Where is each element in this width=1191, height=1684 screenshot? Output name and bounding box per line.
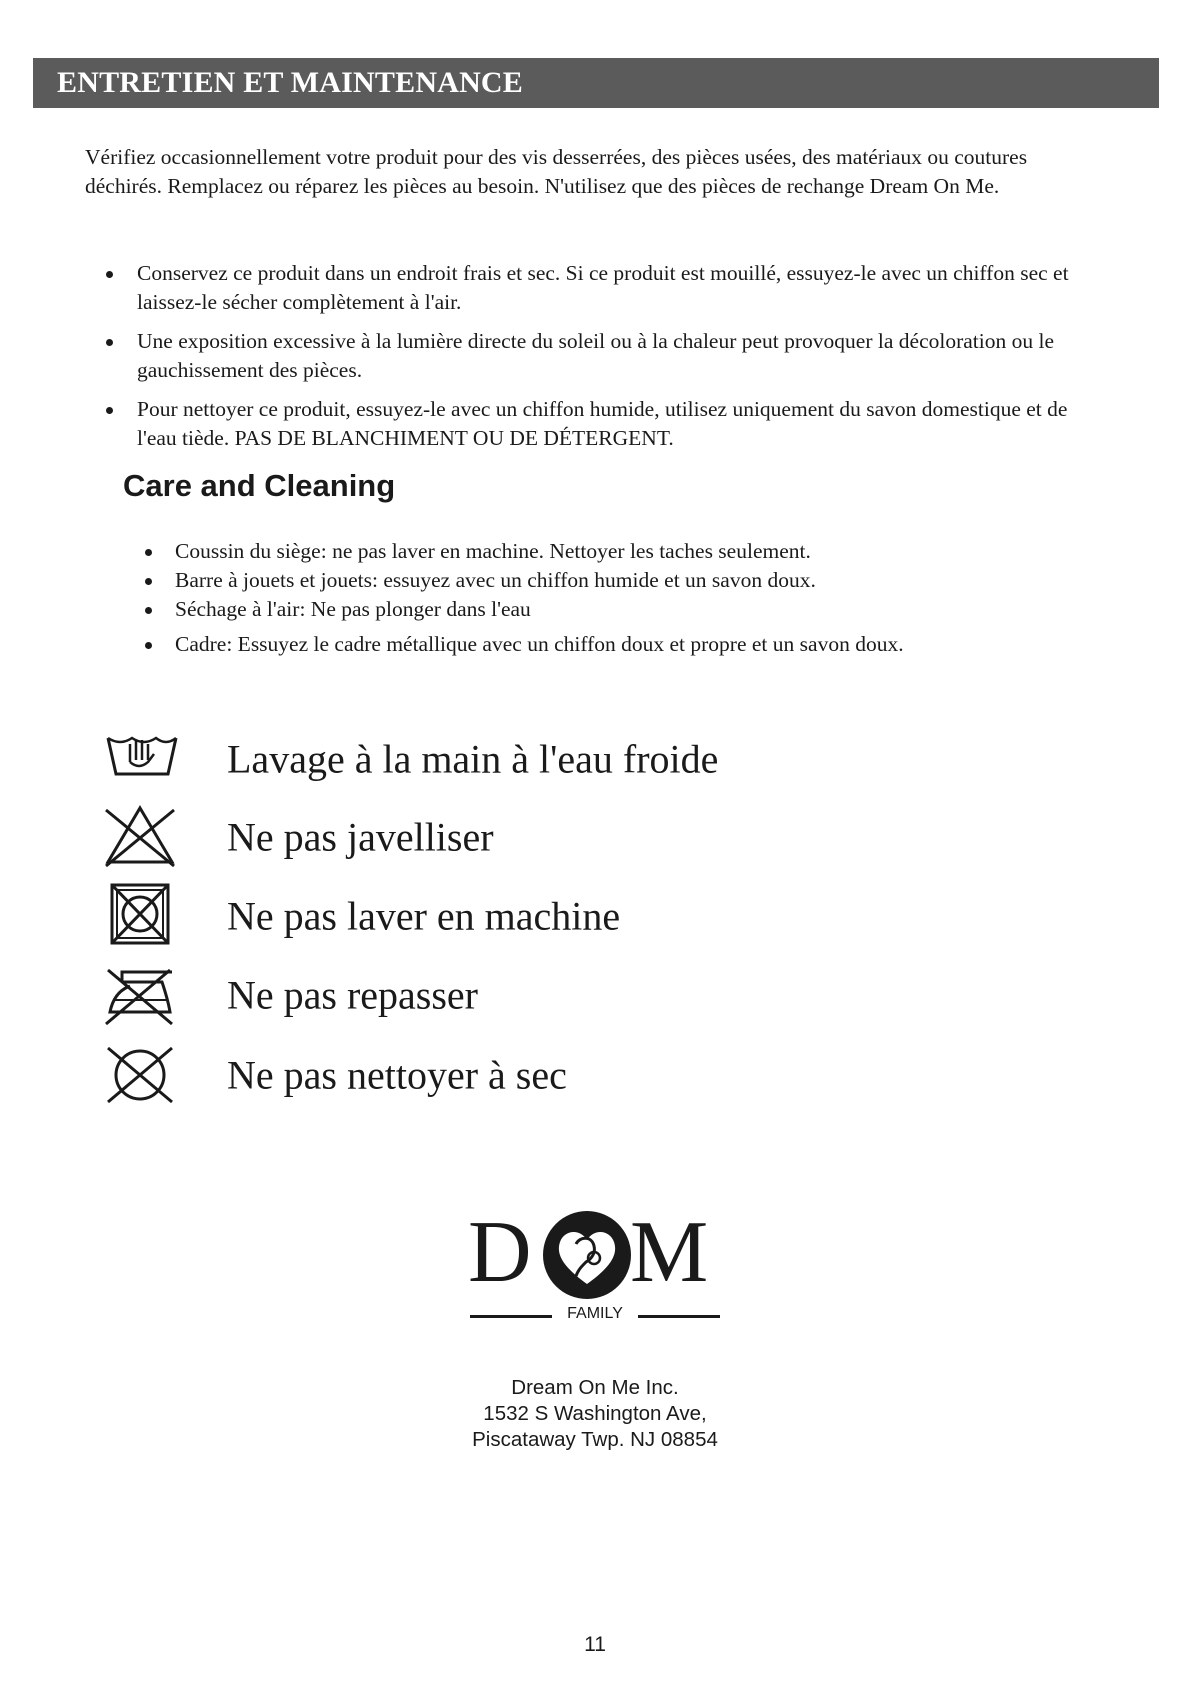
- care-symbol-row: [100, 724, 719, 794]
- no-dry-clean-icon: [100, 1040, 180, 1110]
- maintenance-bullet: Pour nettoyer ce produit, essuyez-le avec un chiffon humide, utilisez uniquement du savon domestique et de l'eau tiède. PAS DE BLANCHIMENT OU DE DÉTERGENT.: [85, 395, 1085, 453]
- care-symbol-label: Ne pas javelliser: [227, 814, 494, 860]
- maintenance-bullet-list: [85, 259, 1085, 463]
- care-symbol-row: [100, 960, 478, 1030]
- care-symbol-row: [100, 802, 494, 872]
- care-bullet: Coussin du siège: ne pas laver en machine. Nettoyer les taches seulement.: [123, 537, 1083, 566]
- care-bullet: Cadre: Essuyez le cadre métallique avec un chiffon doux et propre et un savon doux.: [123, 630, 1083, 659]
- section-title: ENTRETIEN ET MAINTENANCE: [57, 66, 524, 99]
- care-symbol-row: [100, 1040, 567, 1110]
- page-number: 11: [584, 1633, 606, 1656]
- company-address: [395, 1375, 795, 1453]
- no-bleach-icon: [100, 802, 180, 872]
- logo-subtitle: FAMILY: [567, 1305, 623, 1322]
- maintenance-bullet: Une exposition excessive à la lumière directe du soleil ou à la chaleur peut provoquer la décoloration ou le gauchissement des pièces.: [85, 327, 1085, 385]
- logo-letter-m: M: [630, 1204, 709, 1301]
- care-bullet: Barre à jouets et jouets: essuyez avec un chiffon humide et un savon doux.: [123, 566, 1083, 595]
- address-city: Piscataway Twp. NJ 08854: [472, 1428, 718, 1451]
- no-machine-wash-icon: [100, 881, 180, 951]
- hand-wash-icon: [100, 724, 180, 794]
- section-header-bar: [33, 58, 1159, 108]
- logo-divider-right: [638, 1315, 720, 1318]
- care-symbol-label: Ne pas laver en machine: [227, 893, 621, 939]
- care-symbol-label: Lavage à la main à l'eau froide: [227, 736, 719, 782]
- care-bullet-list: [123, 537, 1083, 659]
- no-iron-icon: [100, 960, 180, 1030]
- care-symbol-row: [100, 881, 621, 951]
- mother-child-heart-icon: [542, 1210, 632, 1300]
- dom-family-logo: [470, 1205, 720, 1325]
- care-symbol-label: Ne pas nettoyer à sec: [227, 1052, 567, 1098]
- care-heading: Care and Cleaning: [123, 468, 396, 503]
- address-street: 1532 S Washington Ave,: [483, 1402, 707, 1425]
- care-symbol-label: Ne pas repasser: [227, 972, 478, 1018]
- care-bullet: Séchage à l'air: Ne pas plonger dans l'eau: [123, 595, 1083, 624]
- intro-paragraph: Vérifiez occasionnellement votre produit pour des vis desserrées, des pièces usées, des matériaux ou coutures déchirés. Remplacez ou réparez les pièces au besoin. N'utilisez que des pièces de rechange Dream On Me.: [85, 145, 1028, 198]
- address-company: Dream On Me Inc.: [511, 1376, 679, 1399]
- maintenance-bullet: Conservez ce produit dans un endroit frais et sec. Si ce produit est mouillé, essuyez-le avec un chiffon sec et laissez-le sécher complètement à l'air.: [85, 259, 1085, 317]
- logo-letter-d: D: [468, 1204, 532, 1301]
